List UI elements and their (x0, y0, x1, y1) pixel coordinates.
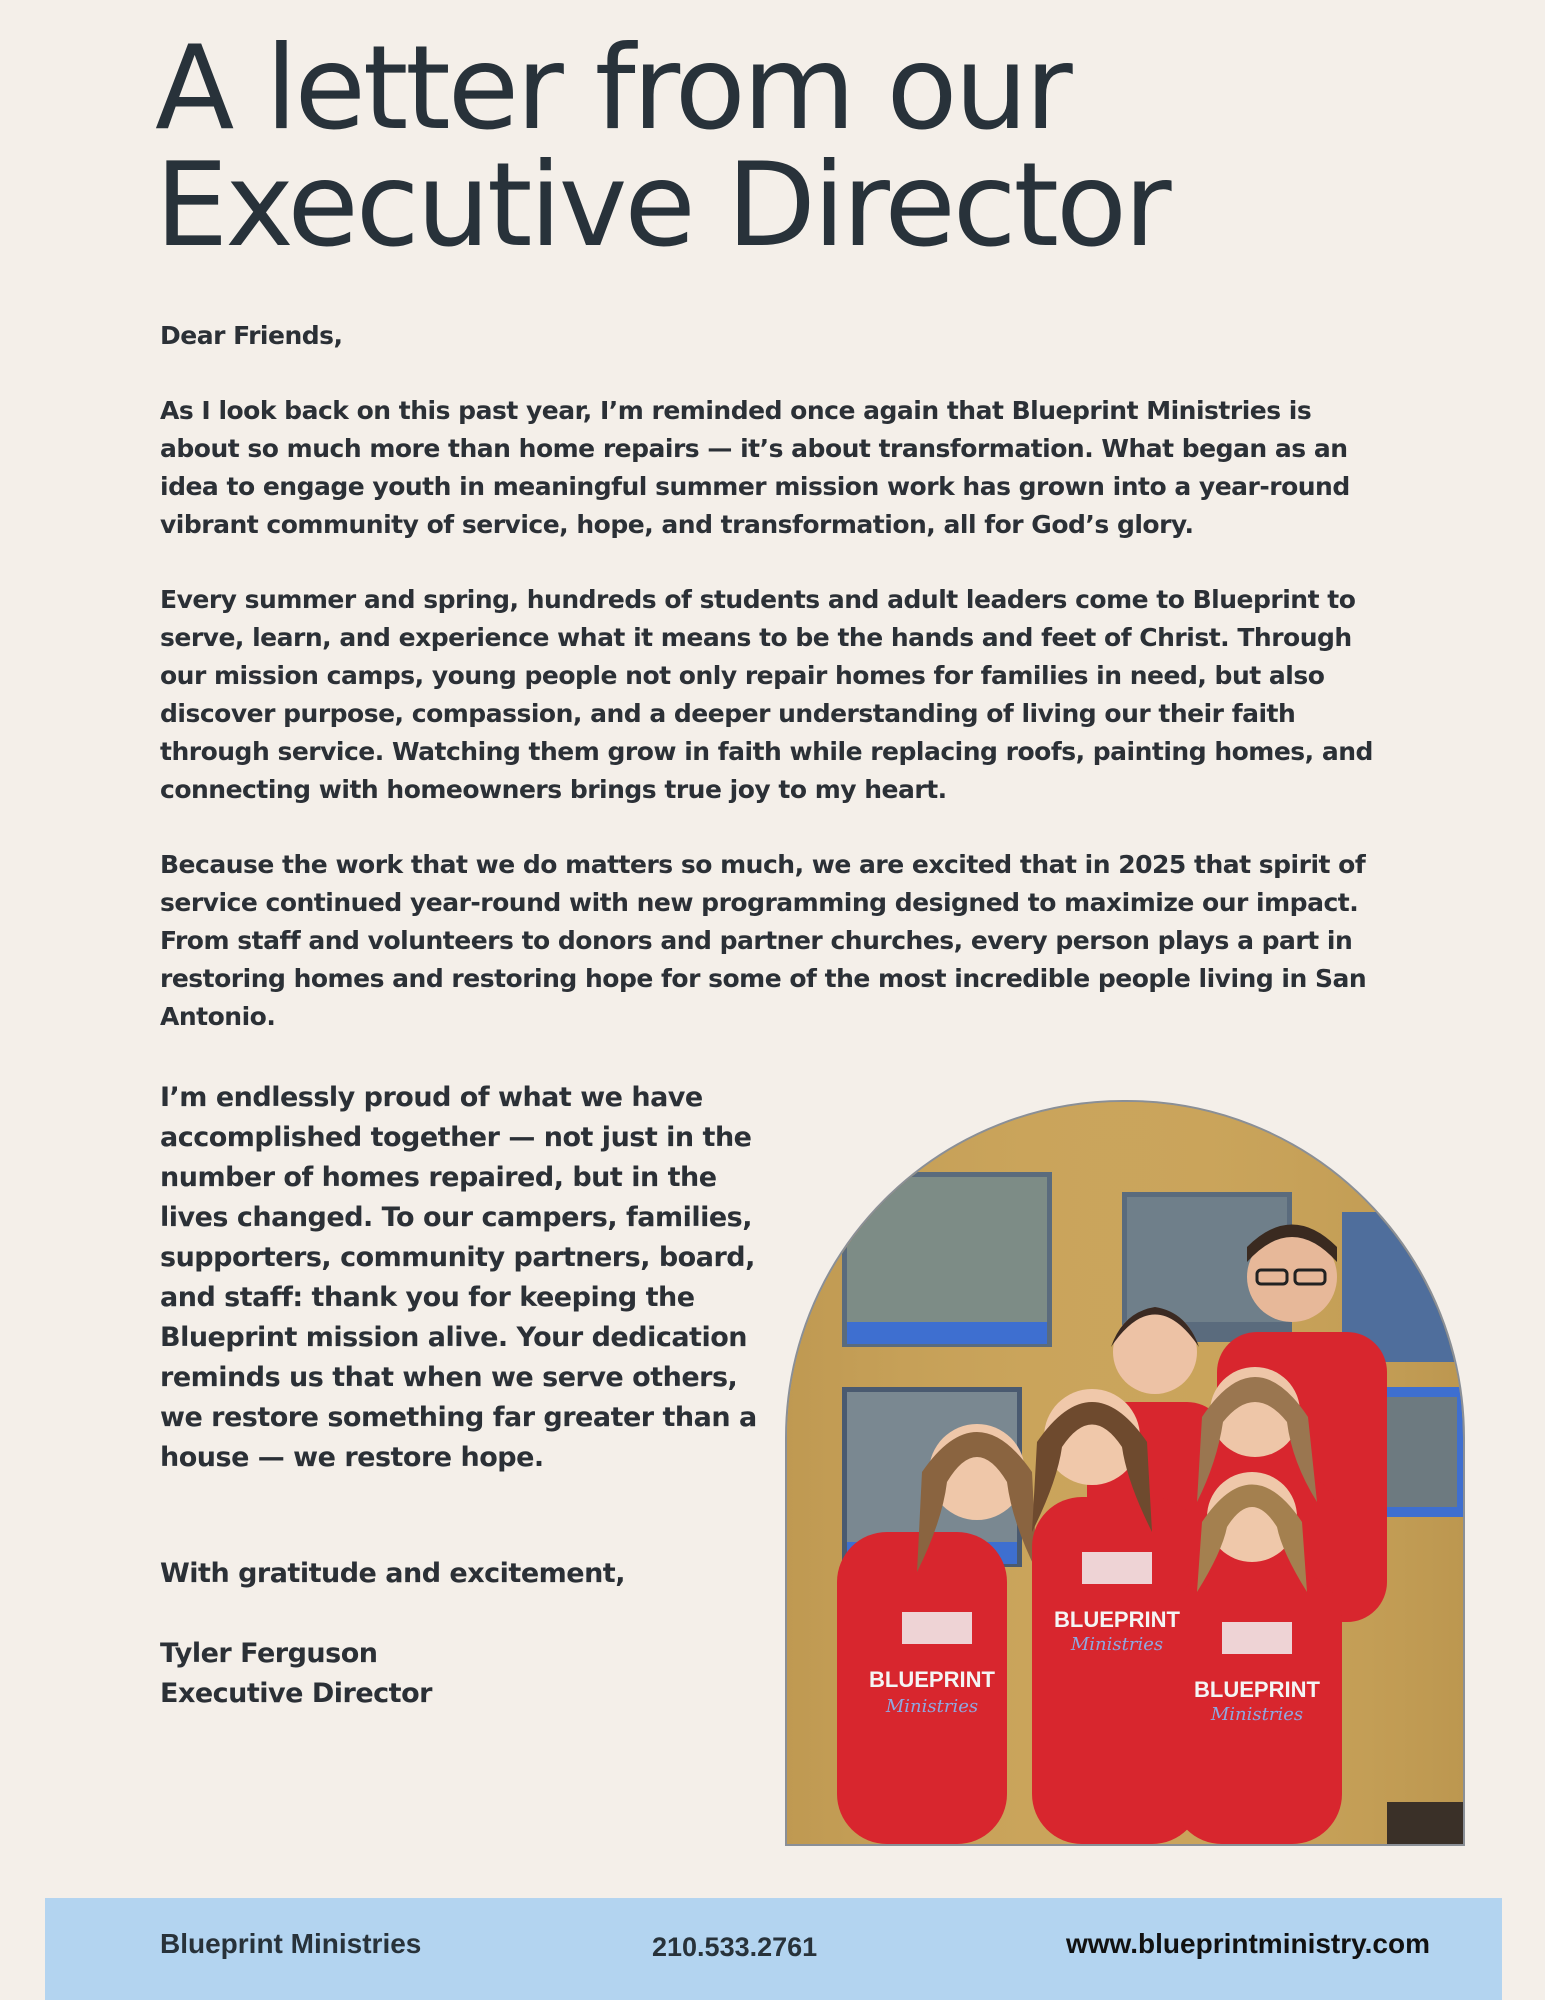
svg-text:BLUEPRINT: BLUEPRINT (869, 1667, 995, 1692)
title-line-2: Executive Director (155, 138, 1169, 273)
letter-paragraph-2: Every summer and spring, hundreds of students and adult leaders come to Blueprint to serve, learn, and experience what it means to be the hands and feet of Christ. Through our mission camps, young people not only repair homes for families in need, but also discover purpose, compassion, and a deeper understanding of living our their faith through service. Watching them grow in faith while replacing roofs, painting homes, and connecting with homeowners brings true joy to my heart. (160, 585, 1373, 804)
letter-paragraph-1: As I look back on this past year, I’m reminded once again that Blueprint Ministries is about so much more than home repairs — it’s about transformation. What began as an idea to engage youth in meaningful summer mission work has grown into a year-round vibrant community of service, hope, and transformation, all for God’s glory. (160, 396, 1350, 539)
footer-org-name: Blueprint Ministries (160, 1928, 422, 1959)
footer-phone: 210.533.2761 (652, 1932, 818, 1962)
signature-title: Executive Director (160, 1678, 432, 1709)
team-photo-illustration (787, 1102, 1463, 1844)
salutation: Dear Friends, (160, 321, 343, 350)
signature-name: Tyler Ferguson (160, 1638, 378, 1669)
footer-band (45, 1898, 1502, 2000)
closing-line: With gratitude and excitement, (160, 1558, 625, 1589)
wall-photo-1 (842, 1172, 1052, 1347)
baseboard (1387, 1802, 1463, 1844)
letter-paragraph-3: Because the work that we do matters so much, we are excited that in 2025 that spirit of service continued year-round with new programming designed to maximize our impact. From staff and volunteers to donors and partner churches, every person plays a part in restoring homes and restoring hope for some of the most incredible people living in San Antonio. (160, 850, 1367, 1031)
letter-paragraph-4: I’m endlessly proud of what we have accomplished together — not just in the number of homes repaired, but in the lives changed. To our campers, families, supporters, community partners, board, and staff: thank you for keeping the Blueprint mission alive. Your dedication reminds us that when we serve others, we restore something far greater than a house — we restore hope. (160, 1082, 757, 1473)
svg-text:Ministries: Ministries (885, 1696, 979, 1717)
team-photo (785, 1100, 1465, 1846)
footer-website: www.blueprintministry.com (1065, 1928, 1430, 1959)
svg-text:Ministries: Ministries (1210, 1704, 1304, 1725)
title-line-1: A letter from our (155, 21, 1070, 156)
svg-text:Ministries: Ministries (1070, 1634, 1164, 1655)
svg-text:BLUEPRINT: BLUEPRINT (1194, 1677, 1320, 1702)
page-title (155, 21, 1405, 273)
svg-text:BLUEPRINT: BLUEPRINT (1054, 1607, 1180, 1632)
